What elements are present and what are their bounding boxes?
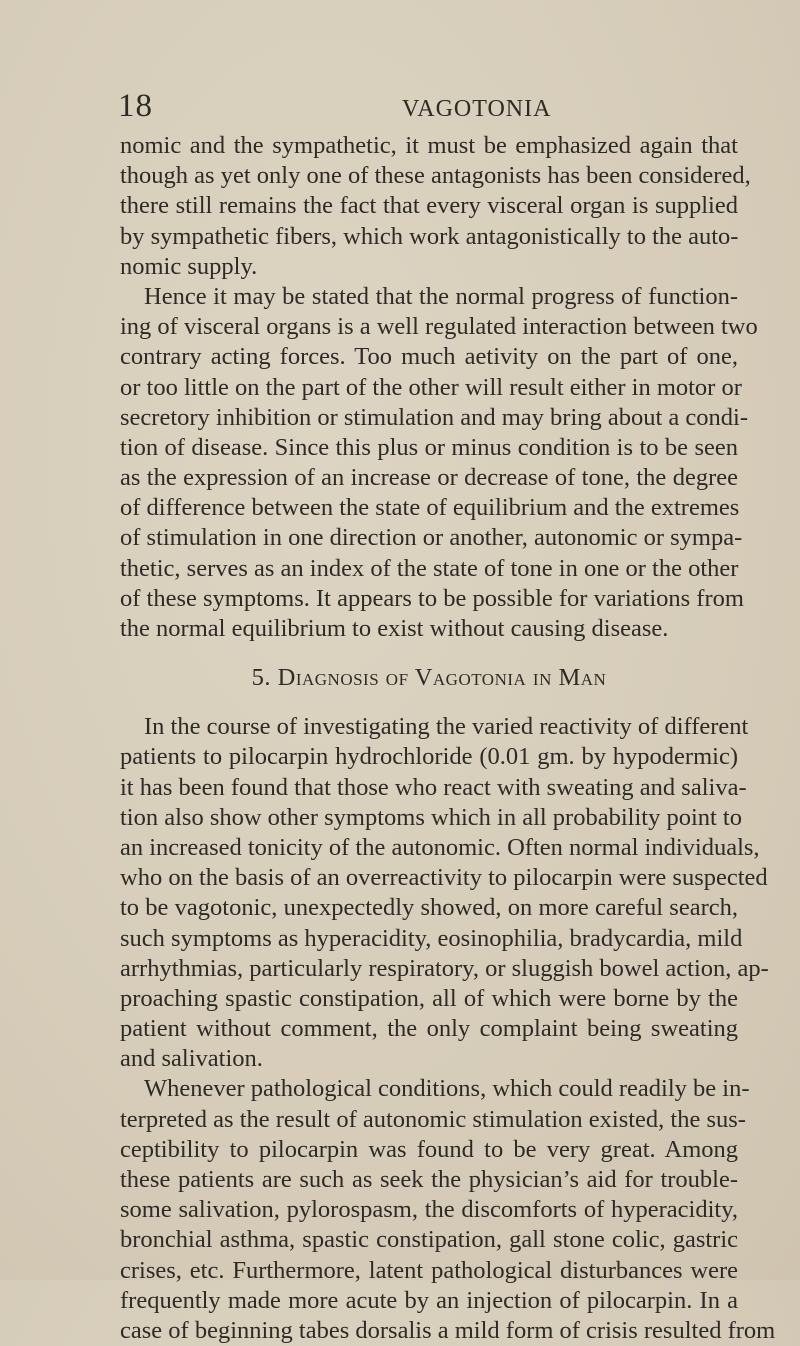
section-heading: 5. Diagnosis of Vagotonia in Man	[251, 664, 607, 692]
text-line: In the course of investigating the varied reactivity of different	[144, 713, 749, 741]
text-line: thetic, serves as an index of the state of tone in one or the other	[120, 554, 739, 582]
text-line: of difference between the state of equilibrium and the extremes	[120, 494, 740, 522]
text-line: or too little on the part of the other will result either in motor or	[120, 373, 742, 401]
text-line: nomic and the sympathetic, it must be emphasized again that	[120, 132, 738, 159]
text-line: bronchial asthma, spastic constipation, gall stone colic, gastric	[120, 1226, 738, 1254]
text-line: Whenever pathological conditions, which could readily be in-	[144, 1075, 750, 1103]
page-number: 18	[118, 88, 153, 124]
text-line: though as yet only one of these antagonists has been considered,	[120, 162, 751, 190]
text-line: the normal equilibrium to exist without causing disease.	[120, 615, 669, 642]
text-line: it has been found that those who react with sweating and saliva-	[120, 773, 747, 801]
text-line: ing of visceral organs is a well regulated interaction between two	[120, 313, 758, 341]
text-line: as the expression of an increase or decrease of tone, the degree	[120, 464, 738, 492]
text-line: an increased tonicity of the autonomic. Often normal individuals,	[120, 833, 760, 861]
text-line: these patients are such as seek the physician’s aid for trouble-	[120, 1166, 738, 1193]
text-line: of these symptoms. It appears to be possible for variations from	[120, 584, 744, 612]
text-line: Hence it may be stated that the normal progress of function-	[144, 282, 738, 310]
text-line: and salivation.	[120, 1045, 263, 1073]
text-line: ceptibility to pilocarpin was found to be very great. Among	[120, 1135, 738, 1163]
text-line: who on the basis of an overreactivity to pilocarpin were suspected	[120, 864, 768, 892]
text-line: tion of disease. Since this plus or minus condition is to be seen	[120, 433, 738, 461]
text-line: by sympathetic fibers, which work antagonistically to the auto-	[120, 222, 739, 250]
text-line: crises, etc. Furthermore, latent pathological disturbances were	[120, 1256, 738, 1284]
text-line: patient without comment, the only complaint being sweating	[120, 1015, 738, 1043]
page-header	[118, 88, 738, 128]
text-line: such symptoms as hyperacidity, eosinophilia, bradycardia, mild	[120, 924, 743, 952]
body-text	[120, 131, 776, 1346]
text-line: there still remains the fact that every visceral organ is supplied	[120, 192, 738, 220]
paragraph-2	[120, 282, 758, 644]
text-line: patients to pilocarpin hydrochloride (0.01 gm. by hypodermic)	[120, 743, 738, 771]
text-line: proaching spastic constipation, all of which were borne by the	[120, 984, 738, 1012]
text-line: arrhythmias, particularly respiratory, or sluggish bowel action, ap-	[120, 954, 769, 982]
text-line: of stimulation in one direction or another, autonomic or sympa-	[120, 524, 743, 552]
paragraph-1	[120, 131, 751, 282]
text-line: frequently made more acute by an injection of pilocarpin. In a	[120, 1286, 738, 1314]
text-line: some salivation, pylorospasm, the discomforts of hyperacidity,	[120, 1196, 738, 1224]
text-line: contrary acting forces. Too much aetivity on the part of one,	[120, 343, 738, 371]
running-title: VAGOTONIA	[402, 96, 552, 122]
text-line: tion also show other symptoms which in all probability point to	[120, 803, 742, 831]
text-line: to be vagotonic, unexpectedly showed, on more careful search,	[120, 894, 738, 922]
text-line: case of beginning tabes dorsalis a mild form of crisis resulted from	[120, 1316, 776, 1344]
text-line: nomic supply.	[120, 252, 258, 280]
text-line: terpreted as the result of autonomic stimulation existed, the sus-	[120, 1105, 746, 1133]
paragraph-4	[120, 1074, 776, 1346]
paragraph-3	[120, 712, 769, 1074]
text-line: secretory inhibition or stimulation and may bring about a condi-	[120, 403, 749, 431]
